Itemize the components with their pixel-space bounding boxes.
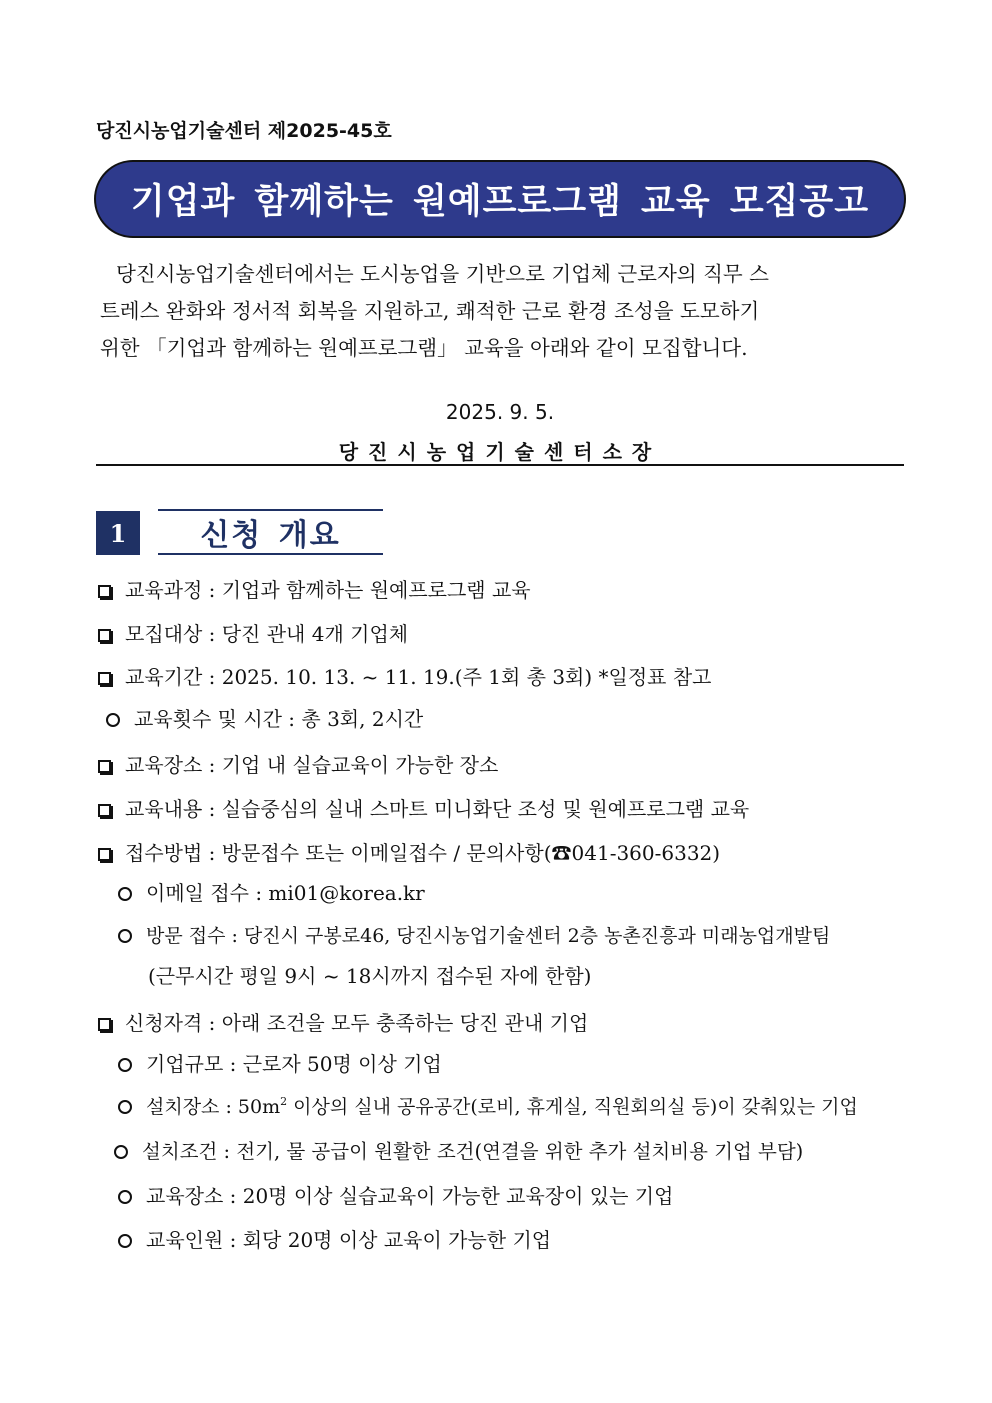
list-item-place [98,749,498,778]
title-banner [94,160,906,238]
sub-item-install [118,1092,858,1119]
sub-item-sessions [106,703,423,732]
checkbox-bullet-icon [98,1018,111,1031]
intro-line-3: 위한 「기업과 함께하는 원예프로그램」 교육을 아래와 같이 모집합니다. [100,336,748,360]
circle-bullet-icon [118,1190,132,1204]
circle-bullet-icon [118,887,132,901]
item-text: 교육횟수 및 시간 : 총 3회, 2시간 [134,707,424,731]
list-item-period [98,661,711,690]
checkbox-bullet-icon [98,804,111,817]
intro-line-1: 당진시농업기술센터에서는 도시농업을 기반으로 기업체 근로자의 직무 스 [116,262,769,286]
item-text: 신청자격 : 아래 조건을 모두 충족하는 당진 관내 기업 [125,1011,589,1035]
item-text: 교육장소 : 20명 이상 실습교육이 가능한 교육장이 있는 기업 [146,1184,674,1208]
list-item-qualification [98,1007,588,1036]
phone-icon: ☎ [551,841,572,865]
sub-item-place [118,1180,673,1209]
circle-bullet-icon [114,1145,128,1159]
section-title [158,509,383,555]
document-number: 당진시농업기술센터 제2025-45호 [96,120,392,142]
header-divider [96,464,904,466]
list-item-course [98,574,531,603]
signer-name: 당진시농업기술센터소장 [338,440,662,464]
circle-bullet-icon [118,1234,132,1248]
section-title-text: 신청 개요 [200,518,341,553]
sub-item-condition [114,1136,803,1164]
circle-bullet-icon [118,1058,132,1072]
checkbox-bullet-icon [98,585,111,598]
visit-note: (근무시간 평일 9시 ~ 18시까지 접수된 자에 한함) [148,964,592,988]
list-item-target [98,618,408,647]
page-title: 기업과 함께하는 원예프로그램 교육 모집공고 [130,182,870,222]
intro-line-2: 트레스 완화와 정서적 회복을 지원하고, 쾌적한 근로 환경 조성을 도모하기 [100,299,760,323]
item-text: 교육과정 : 기업과 함께하는 원예프로그램 교육 [125,578,531,602]
item-text: 교육내용 : 실습중심의 실내 스마트 미니화단 조성 및 원예프로그램 교육 [125,797,750,821]
superscript: 2 [280,1095,288,1108]
sub-item-people [118,1224,551,1253]
checkbox-bullet-icon [98,629,111,642]
item-text: 교육장소 : 기업 내 실습교육이 가능한 장소 [125,753,499,777]
item-text: 교육인원 : 회당 20명 이상 교육이 가능한 기업 [146,1228,552,1252]
section-number: 1 [96,511,140,555]
item-text-continued: 이상의 실내 공유공간(로비, 휴게실, 직원회의실 등)이 갖춰있는 기업 [287,1096,858,1118]
item-text: 교육기간 : 2025. 10. 13. ~ 11. 19.(주 1회 총 3회) *일정표 참고 [125,665,712,689]
checkbox-bullet-icon [98,672,111,685]
item-text: 이메일 접수 : mi01@korea.kr [146,881,425,905]
item-text: 기업규모 : 근로자 50명 이상 기업 [146,1052,442,1076]
circle-bullet-icon [106,713,120,727]
sub-item-visit [118,921,830,948]
circle-bullet-icon [118,1100,132,1114]
notice-date: 2025. 9. 5. [445,400,555,424]
intro-paragraph [100,256,904,367]
phone-number: 041-360-6332) [571,841,721,865]
item-text: 설치조건 : 전기, 물 공급이 원활한 조건(연결을 위한 추가 설치비용 기업 부담) [142,1140,804,1163]
sub-item-scale [118,1048,442,1077]
list-item-method [98,837,720,866]
item-text: 설치장소 : 50m [146,1096,281,1118]
item-text: 방문 접수 : 당진시 구봉로46, 당진시농업기술센터 2층 농촌진흥과 미래농업개발팀 [146,925,831,947]
item-text: 접수방법 : 방문접수 또는 이메일접수 / 문의사항( [125,841,552,865]
list-item-content [98,793,749,822]
checkbox-bullet-icon [98,848,111,861]
sub-item-email [118,877,425,906]
checkbox-bullet-icon [98,760,111,773]
circle-bullet-icon [118,929,132,943]
item-text: 모집대상 : 당진 관내 4개 기업체 [125,622,409,646]
